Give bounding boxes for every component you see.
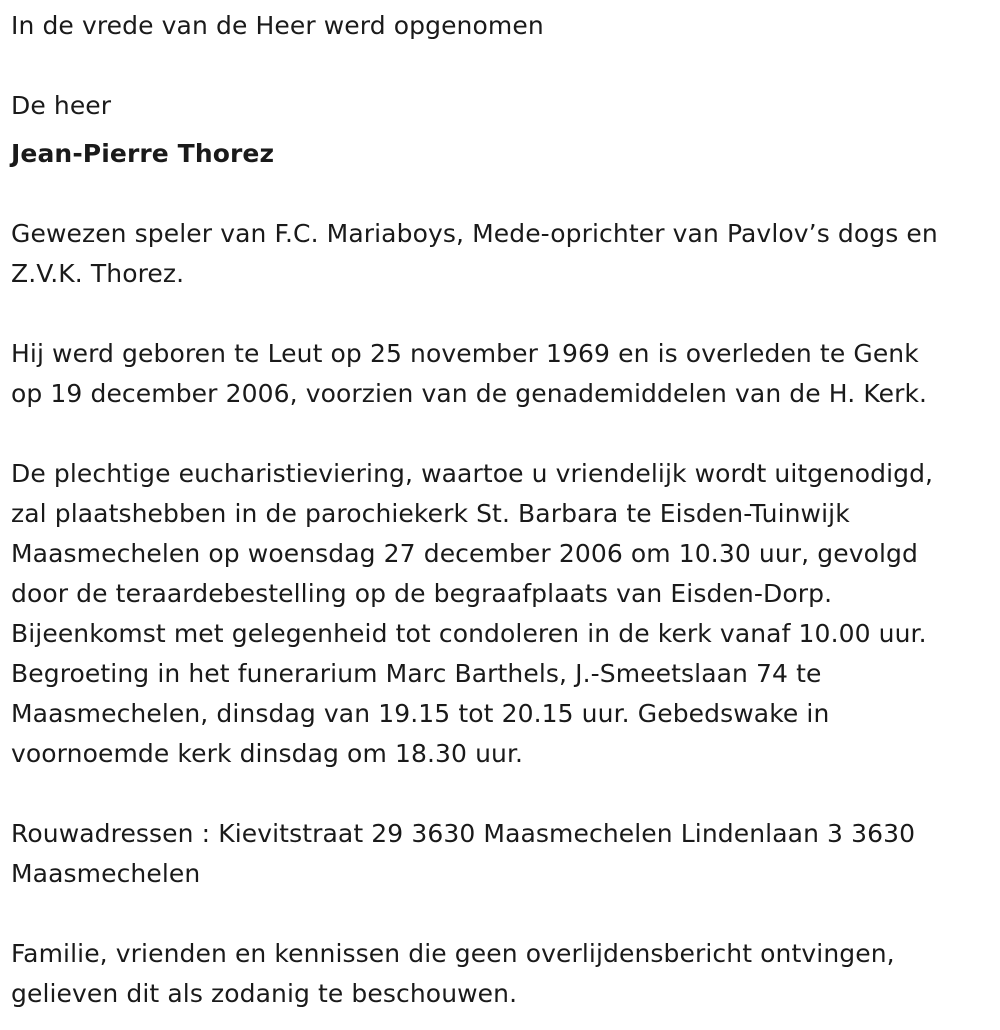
ceremony-line: Begroeting in het funerarium Marc Barthels, J.-Smeetslaan 74 te <box>11 659 822 688</box>
salutation: De heer <box>11 91 112 120</box>
ceremony-line: De plechtige eucharistieviering, waartoe u vriendelijk wordt uitgenodigd, <box>11 459 934 488</box>
intro-text: In de vrede van de Heer werd opgenomen <box>11 11 544 40</box>
birth-death-line: Hij werd geboren te Leut op 25 november 1969 en is overleden te Genk <box>11 339 919 368</box>
ceremony-line: Maasmechelen, dinsdag van 19.15 tot 20.15 uur. Gebedswake in <box>11 699 830 728</box>
birth-death-line: op 19 december 2006, voorzien van de genademiddelen van de H. Kerk. <box>11 379 928 408</box>
deceased-name: Jean-Pierre Thorez <box>11 139 275 168</box>
closing-line: gelieven dit als zodanig te beschouwen. <box>11 979 518 1008</box>
ceremony-line: Bijeenkomst met gelegenheid tot condoleren in de kerk vanaf 10.00 uur. <box>11 619 927 648</box>
bio-line: Gewezen speler van F.C. Mariaboys, Mede-oprichter van Pavlov’s dogs en <box>11 219 938 248</box>
address-line: Rouwadressen : Kievitstraat 29 3630 Maasmechelen Lindenlaan 3 3630 <box>11 819 916 848</box>
ceremony-line: zal plaatshebben in de parochiekerk St. Barbara te Eisden-Tuinwijk <box>11 499 850 528</box>
closing-line: Familie, vrienden en kennissen die geen overlijdensbericht ontvingen, <box>11 939 895 968</box>
ceremony-line: voornoemde kerk dinsdag om 18.30 uur. <box>11 739 524 768</box>
bio-line: Z.V.K. Thorez. <box>11 259 185 288</box>
ceremony-line: door de teraardebestelling op de begraafplaats van Eisden-Dorp. <box>11 579 833 608</box>
ceremony-line: Maasmechelen op woensdag 27 december 2006 om 10.30 uur, gevolgd <box>11 539 918 568</box>
address-line: Maasmechelen <box>11 859 201 888</box>
